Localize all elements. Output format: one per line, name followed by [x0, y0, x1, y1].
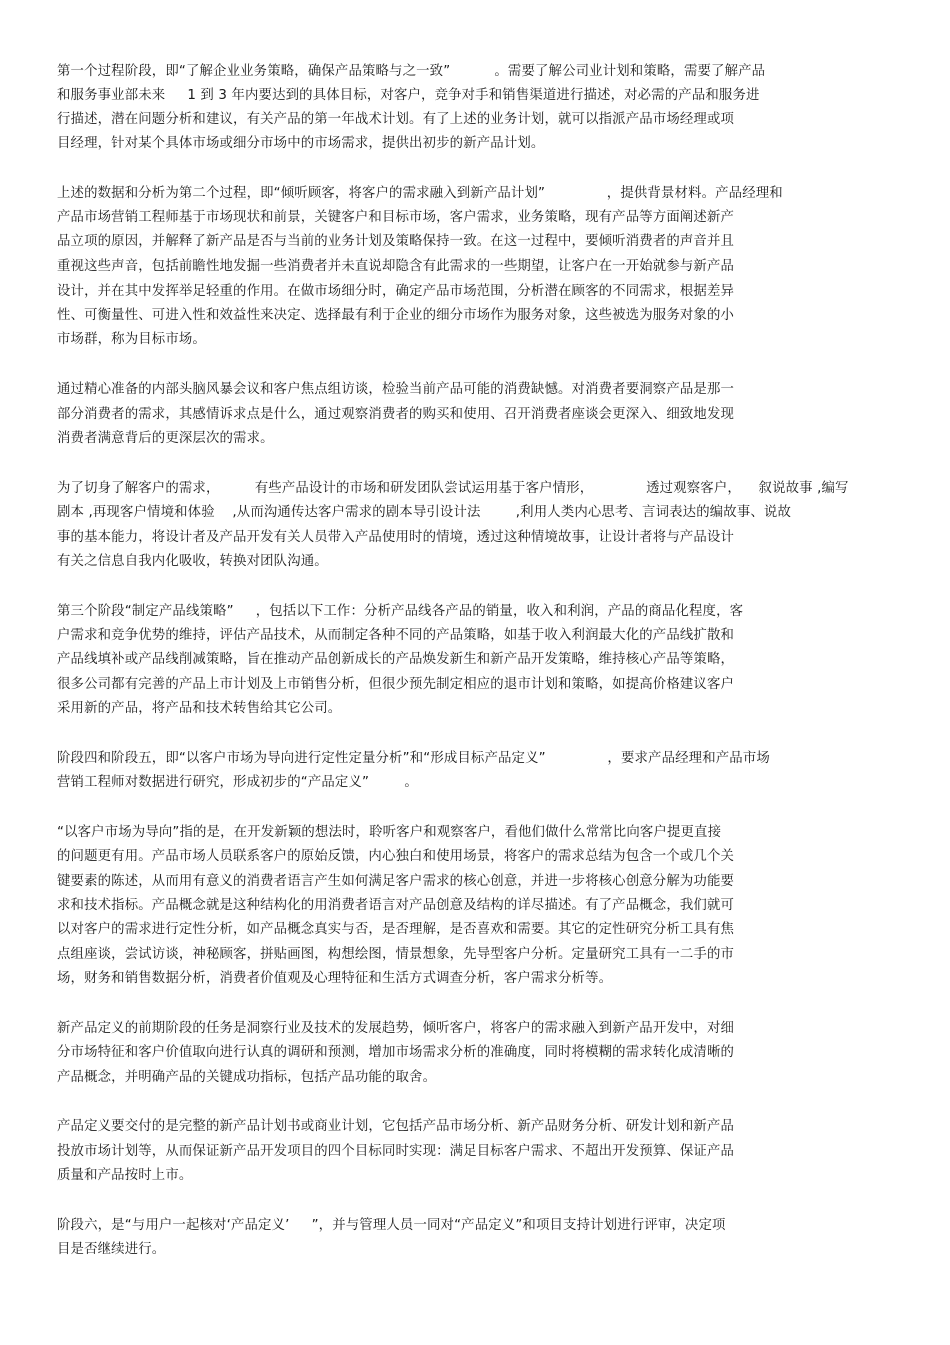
text-line: 设计，并在其中发挥举足轻重的作用。在做市场细分时，确定产品市场范围，分析潜在顾客的不同需求，根据差异 — [57, 284, 735, 299]
text-line: 行描述，潜在问题分析和建议，有关产品的第一年战术计划。有了上述的业务计划，就可以指派产品市场经理或项 — [57, 112, 735, 127]
text-line: 第一个过程阶段，即“了解企业业务策略，确保产品策略与之一致” 。需要了解公司业计划和策略，需要了解产品 — [57, 64, 766, 79]
text-line: 重视这些声音，包括前瞻性地发掘一些消费者并未直说却隐含有此需求的一些期望，让客户在一开始就参与新产品 — [57, 259, 735, 274]
text-line: 和服务事业部未来 1 到 3 年内要达到的具体目标，对客户，竞争对手和销售渠道进行描述，对必需的产品和服务进 — [57, 88, 760, 103]
text-line: 性、可衡量性、可进入性和效益性来决定、选择最有利于企业的细分市场作为服务对象，这些被选为服务对象的小 — [57, 308, 735, 323]
text-line: 键要素的陈述，从而用有意义的消费者语言产生如何满足客户需求的核心创意，并进一步将核心创意分解为功能要 — [57, 874, 735, 889]
text-line: 的问题更有用。产品市场人员联系客户的原始反馈，内心独白和使用场景，将客户的需求总结为包含一个或几个关 — [57, 849, 735, 864]
text-line: 为了切身了解客户的需求， 有些产品设计的市场和研发团队尝试运用基于客户情形， 透过观察客户， 叙说故事 ,编写 — [57, 481, 849, 496]
text-line: 分市场特征和客户价值取向进行认真的调研和预测，增加市场需求分析的准确度，同时将模糊的需求转化成清晰的 — [57, 1045, 735, 1060]
text-line: 以对客户的需求进行定性分析，如产品概念真实与否，是否理解，是否喜欢和需要。其它的定性研究分析工具有焦 — [57, 922, 735, 937]
text-line: 产品市场营销工程师基于市场现状和前景，关键客户和目标市场，客户需求，业务策略，现有产品等方面阐述新产 — [57, 210, 735, 225]
text-line: 场，财务和销售数据分析，消费者价值观及心理特征和生活方式调查分析，客户需求分析等。 — [57, 971, 613, 986]
text-line: 品立项的原因，并解释了新产品是否与当前的业务计划及策略保持一致。在这一过程中，要倾听消费者的声音并且 — [57, 234, 735, 249]
text-line: 消费者满意背后的更深层次的需求。 — [57, 431, 274, 446]
text-line: 营销工程师对数据进行研究，形成初步的“产品定义” 。 — [57, 775, 418, 790]
text-line: 剧本 ,再现客户情境和体验 ,从而沟通传达客户需求的剧本导引设计法 ,利用人类内心思考、言词表达的编故事、说故 — [57, 505, 791, 520]
text-line: 产品定义要交付的是完整的新产品计划书或商业计划，它包括产品市场分析、新产品财务分析、研发计划和新产品 — [57, 1119, 735, 1134]
text-line: 阶段六，是“与用户一起核对‘产品定义’ ”，并与管理人员一同对“产品定义”和项目支持计划进行评审，决定项 — [57, 1218, 726, 1233]
text-line: 目经理，针对某个具体市场或细分市场中的市场需求，提供出初步的新产品计划。 — [57, 136, 545, 151]
text-line: 事的基本能力，将设计者及产品开发有关人员带入产品使用时的情境，透过这种情境故事，让设计者将与产品设计 — [57, 530, 735, 545]
text-line: 部分消费者的需求，其感情诉求点是什么，通过观察消费者的购买和使用、召开消费者座谈会更深入、细致地发现 — [57, 407, 735, 422]
text-line: 质量和产品按时上市。 — [57, 1168, 193, 1183]
text-line: 上述的数据和分析为第二个过程，即“倾听顾客，将客户的需求融入到新产品计划” ，提供背景材料。产品经理和 — [57, 186, 783, 201]
text-line: 采用新的产品，将产品和技术转售给其它公司。 — [57, 701, 342, 716]
text-line: 有关之信息自我内化吸收，转换对团队沟通。 — [57, 554, 328, 569]
text-line: 第三个阶段“制定产品线策略” ，包括以下工作：分析产品线各产品的销量，收入和利润，产品的商品化程度，客 — [57, 604, 744, 619]
text-line: 投放市场计划等，从而保证新产品开发项目的四个目标同时实现：满足目标客户需求、不超出开发预算、保证产品 — [57, 1144, 735, 1159]
text-line: 很多公司都有完善的产品上市计划及上市销售分析，但很少预先制定相应的退市计划和策略，如提高价格建议客户 — [57, 677, 735, 692]
text-line: “以客户市场为导向”指的是，在开发新颖的想法时，聆听客户和观察客户，看他们做什么常常比向客户提更直接 — [57, 825, 722, 840]
text-line: 产品线填补或产品线削减策略，旨在推动产品创新成长的产品焕发新生和新产品开发策略，维持核心产品等策略， — [57, 652, 735, 667]
text-line: 通过精心准备的内部头脑风暴会议和客户焦点组访谈，检验当前产品可能的消费缺憾。对消费者要洞察产品是那一 — [57, 382, 735, 397]
text-line: 产品概念，并明确产品的关键成功指标，包括产品功能的取舍。 — [57, 1070, 437, 1085]
text-line: 求和技术指标。产品概念就是这种结构化的用消费者语言对产品创意及结构的详尽描述。有了产品概念，我们就可 — [57, 898, 735, 913]
text-line: 阶段四和阶段五，即“以客户市场为导向进行定性定量分析”和“形成目标产品定义” ，要求产品经理和产品市场 — [57, 751, 770, 766]
text-line: 市场群，称为目标市场。 — [57, 332, 206, 347]
text-line: 目是否继续进行。 — [57, 1242, 166, 1257]
text-line: 户需求和竞争优势的维持，评估产品技术，从而制定各种不同的产品策略，如基于收入利润最大化的产品线扩散和 — [57, 628, 735, 643]
text-line: 点组座谈，尝试访谈，神秘顾客，拼贴画图，构想绘图，情景想象，先导型客户分析。定量研究工具有一二手的市 — [57, 947, 735, 962]
text-line: 新产品定义的前期阶段的任务是洞察行业及技术的发展趋势，倾听客户，将客户的需求融入到新产品开发中，对细 — [57, 1021, 735, 1036]
